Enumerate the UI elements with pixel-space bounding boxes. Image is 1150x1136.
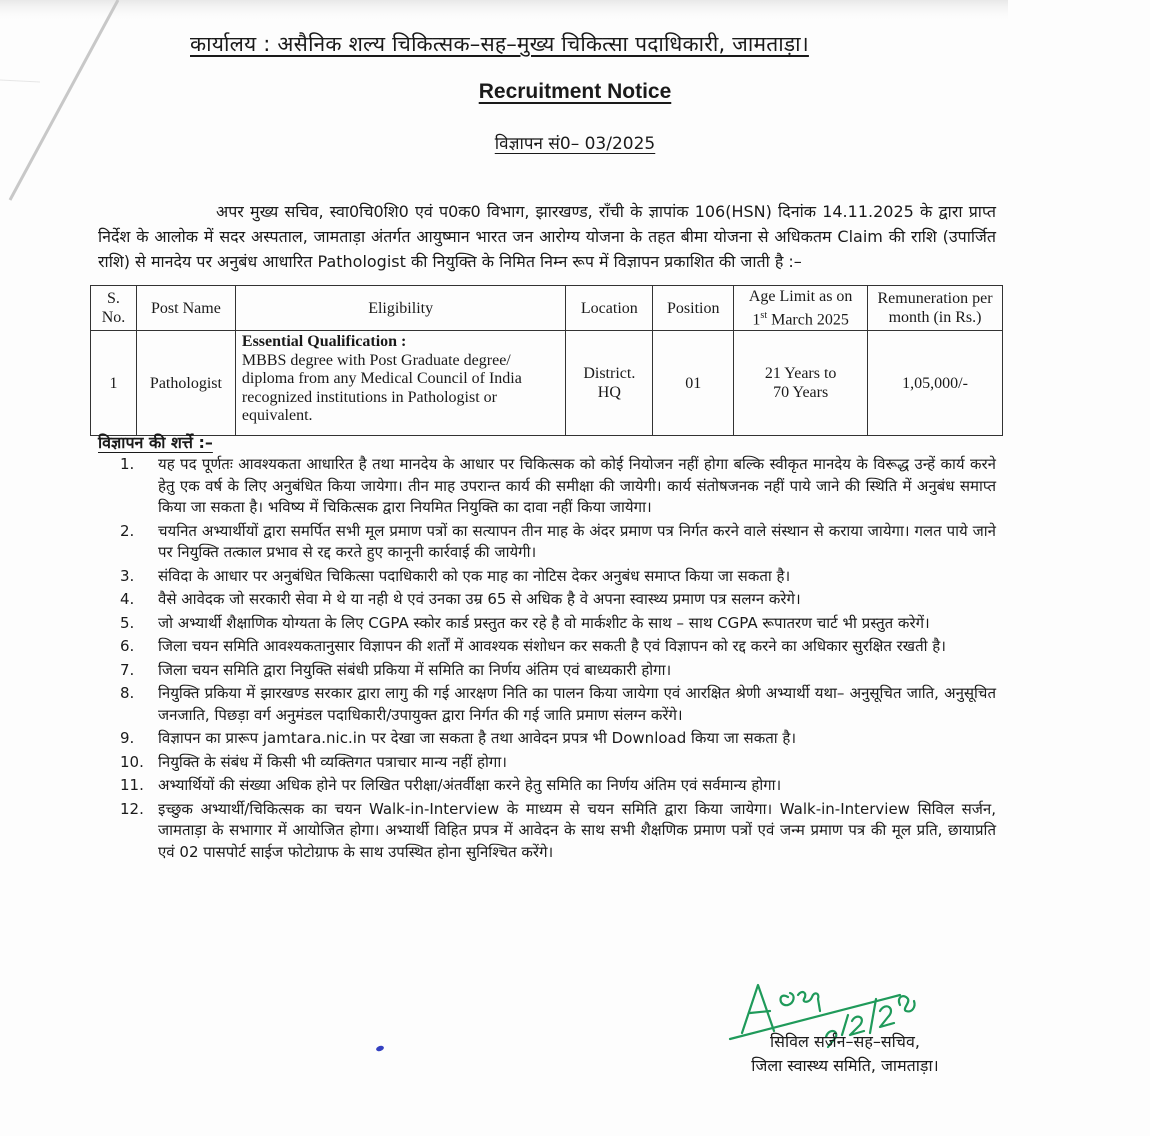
cell-remuneration: 1,05,000/- xyxy=(868,331,1003,436)
condition-item: 12. इच्छुक अभ्यार्थी/चिकित्सक का चयन Walk-in-Interview के माध्यम से चयन समिति द्वारा किया जायेगा। Walk-in-Interview सिविल सर्जन, जामताड़ा के सभागार में आयोजित होगा। अभ्यार्थी विहित प्रपत्र में आवेदन के साथ सभी शैक्षणिक प्रमाण पत्रों एवं जन्म प्रमाण पत्र की मूल प्रति, छायाप्रति एवं 02 पासपोर्ट साईज फोटोग्राफ के साथ उपस्थित होना सुनिश्चित करेंगे। xyxy=(120,799,996,861)
conditions-heading xyxy=(98,431,213,453)
conditions-list xyxy=(120,454,996,865)
cell-age-limit: 21 Years to 70 Years xyxy=(734,331,868,436)
cell-location: District. HQ xyxy=(566,331,653,436)
signatory-designation: सिविल सर्जन–सह–सचिव, xyxy=(770,1032,920,1051)
cell-eligibility xyxy=(235,331,565,436)
header-post-name: Post Name xyxy=(136,286,235,331)
header-eligibility: Eligibility xyxy=(235,286,565,331)
office-header xyxy=(190,30,905,58)
intro-paragraph: अपर मुख्य सचिव, स्वा0चि0शि0 एवं प0क0 विभाग, झारखण्ड, राँची के ज्ञापांक 106(HSN) दिनांक 14.11.2025 के द्वारा प्राप्त निर्देश के आलोक में सदर अस्पताल, जामताड़ा अंतर्गत आयुष्मान भारत जन आरोग्य योजना के तहत बीमा योजना से अधिकतम Claim की राशि (उपार्जित राशि) से मानदेय पर अनुबंध आधारित Pathologist की नियुक्ति के निमित निम्न रूप में विज्ञापन प्रकाशित की जाती है :– xyxy=(98,202,996,271)
header-location: Location xyxy=(566,286,653,331)
header-sno: S. No. xyxy=(91,286,137,331)
signature-date: 27/12/25 xyxy=(960,975,965,976)
conditions-heading-text: विज्ञापन की शर्त्ते :– xyxy=(98,433,213,452)
condition-item: 7. जिला चयन समिति द्वारा नियुक्ति संबंधी प्रकिया में समिति का निर्णय अंतिम एवं बाध्यकारी होगा। xyxy=(120,660,672,679)
recruitment-table xyxy=(90,285,1003,436)
header-age-limit: Age Limit as on 1st March 2025 xyxy=(734,286,868,331)
table-row xyxy=(91,331,1003,436)
condition-item: 4. वैसे आवेदक जो सरकारी सेवा मे थे या नही थे एवं उनका उम्र 65 से अधिक है वे अपना स्वास्थ्य प्रमाण पत्र सलग्न करेगे। xyxy=(120,590,801,608)
condition-item: 10. नियुक्ति के संबंध में किसी भी व्यक्तिगत पत्राचार मान्य नहीं होगा। xyxy=(120,752,507,771)
table-header-row xyxy=(91,286,1003,331)
condition-item: 2. चयनित अभ्यार्थीयों द्वारा समर्पित सभी मूल प्रमाण पत्रों का सत्यापन तीन माह के अंदर प्रमाण पत्र निर्गत करने वाले संस्थान से कराया जायेगा। गलत पाये जाने पर नियुक्ति तत्काल प्रभाव से रद्द करते हुए कानूनी कार्रवाई की जायेगी। xyxy=(120,521,996,561)
header-position: Position xyxy=(653,286,734,331)
condition-item: 11. अभ्यार्थियों की संख्या अधिक होने पर लिखित परीक्षा/अंतर्वीक्षा करने हेतु समिति का निर्णय अंतिम एवं सर्वमान्य होगा। xyxy=(120,776,782,794)
cell-position: 01 xyxy=(653,331,734,436)
notice-title-text: Recruitment Notice xyxy=(478,80,672,103)
condition-item: 1. यह पद पूर्णतः आवश्यकता आधारित है तथा मानदेय के आधार पर चिकित्सक को कोई नियोजन नहीं होगा बल्कि स्वीकृत मानदेय के विरूद्ध उन्हें कार्य करने हेतु एक वर्ष के लिए अनुबंधित किया जायेगा। तीन माह उपरान्त कार्य की समीक्षा की जायेगी। कार्य संतोषजनक नहीं पाये जाने की स्थिति में अनुबंध समाप्त किया जा सकता है। भविष्य में चिकित्सक द्वारा नियमित नियुक्ति का दावा नहीं किया जायेगा। xyxy=(120,455,996,516)
advertisement-number xyxy=(0,131,1150,154)
cell-sno: 1 xyxy=(91,331,137,436)
ink-spot xyxy=(375,1045,384,1052)
signatory-office: जिला स्वास्थ्य समिति, जामताड़ा। xyxy=(751,1056,939,1075)
advertisement-number-text: विज्ञापन सं0– 03/2025 xyxy=(494,134,656,154)
office-header-text: कार्यालय : असैनिक शल्य चिकित्सक–सह–मुख्य चिकित्सा पदाधिकारी, जामताड़ा। xyxy=(190,32,809,56)
condition-item: 6. जिला चयन समिति आवश्यकतानुसार विज्ञापन की शर्तों में आवश्यक संशोधन कर सकती है एवं विज्ञापन को रद्द करने का अधिकार सुरक्षित रखती है। xyxy=(120,637,946,655)
condition-item: 3. संविदा के आधार पर अनुबंधित चिकित्सा पदाधिकारी को एक माह का नोटिस देकर अनुबंध समाप्त किया जा सकता है। xyxy=(120,566,791,585)
eligibility-heading: Essential Qualification : xyxy=(241,333,407,351)
notice-title xyxy=(0,80,1150,104)
header-remuneration: Remuneration per month (in Rs.) xyxy=(868,286,1003,331)
eligibility-text: MBBS degree with Post Graduate degree/ diploma from any Medical Council of India recognized institutions in Pathologist or equivalent. xyxy=(241,351,522,425)
condition-item: 8. नियुक्ति प्रकिया में झारखण्ड सरकार द्वारा लागु की गई आरक्षण निति का पालन किया जायेगा एवं आरक्षित श्रेणी अभ्यार्थी यथा– अनुसूचित जाति, अनुसूचित जनजाति, पिछड़ा वर्ग अनुमंडल पदाधिकारी/उपायुक्त द्वारा निर्गत की गई जाति प्रमाण संलग्न करेंगे। xyxy=(120,684,996,724)
condition-item: 5. जो अभ्यार्थी शैक्षाणिक योग्यता के लिए CGPA स्कोर कार्ड प्रस्तुत कर रहे है वो मार्कशीट के साथ – साथ CGPA रूपातरण चार्ट भी प्रस्तुत करेगें। xyxy=(120,613,930,632)
cell-post-name: Pathologist xyxy=(136,331,235,436)
signatory-block xyxy=(700,1030,990,1078)
condition-item: 9. विज्ञापन का प्रारूप jamtara.nic.in पर देखा जा सकता है तथा आवेदन प्रपत्र भी Download किया जा सकता है। xyxy=(120,729,797,747)
